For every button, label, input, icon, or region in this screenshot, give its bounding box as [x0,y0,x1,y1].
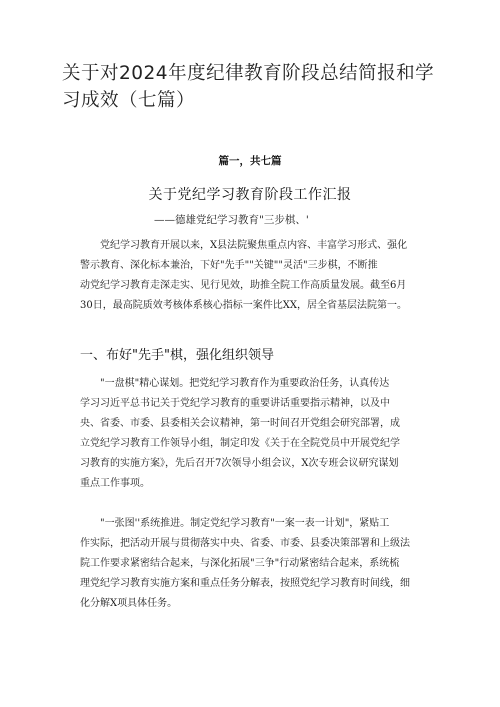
section1-paragraph-1 [80,374,432,494]
section-heading: 一、布好"先手"棋，强化组织领导 [80,348,274,363]
paragraph-line: 作实际，把活动开展与贯彻落实中央、省委、市委、县委决策部署和上级法 [80,538,410,549]
section1-paragraph-2 [80,514,432,614]
paragraph-line: 央、省委、市委、县委相关会议精神，第一时间召开党组会研究部署，成 [80,418,400,429]
paragraph-line: 重点工作事项。 [80,478,150,489]
paragraph-line: 党纪学习教育开展以来，X县法院聚焦重点内容、丰富学习形式、强化 [100,240,408,251]
document-title [62,60,442,114]
paragraph-line: "一盘棋"精心谋划。把党纪学习教育作为重要政治任务，认真传达 [100,378,390,389]
report-title: 关于党纪学习教育阶段工作汇报 [148,187,352,203]
chapter-label: 篇一，共七篇 [218,155,282,167]
document-title-line-1: 关于对2024年度纪律教育阶段总结简报和学 [62,63,435,84]
paragraph-line: 30日，最高院质效考核体系核心指标一案件比XX，居全省基层法院第一。 [80,300,407,311]
paragraph-line: 院工作要求紧密结合起来，与深化拓展"三争"行动紧密结合起来，系统梳 [80,558,400,569]
intro-paragraph [80,236,432,316]
paragraph-line: 理党纪学习教育实施方案和重点任务分解表，按照党纪学习教育时间线，细 [80,578,410,589]
paragraph-line: 警示教育、深化标本兼治，下好"先手""关键""灵活"三步棋，不断推 [80,260,378,271]
paragraph-line: 化分解X项具体任务。 [80,598,178,609]
paragraph-line: 动党纪学习教育走深走实、见行见效，助推全院工作高质量发展。截至6月 [80,280,407,291]
paragraph-line: 习教育的实施方案》，先后召开7次领导小组会议，X次专班会议研究谋划 [80,458,399,469]
paragraph-line: "一张图''系统推进。制定党纪学习教育"一案一表一计划"，紧贴工 [100,518,390,529]
paragraph-line: 学习习近平总书记关于党纪学习教育的重要讲话重要指示精神，以及中 [80,398,390,409]
report-subtitle: ——德雄党纪学习教育"三步棋、' [154,214,309,226]
document-title-line-2: 习成效（七篇） [62,90,196,111]
paragraph-line: 立党纪学习教育工作领导小组，制定印发《关于在全院党员中开展党纪学 [80,438,400,449]
